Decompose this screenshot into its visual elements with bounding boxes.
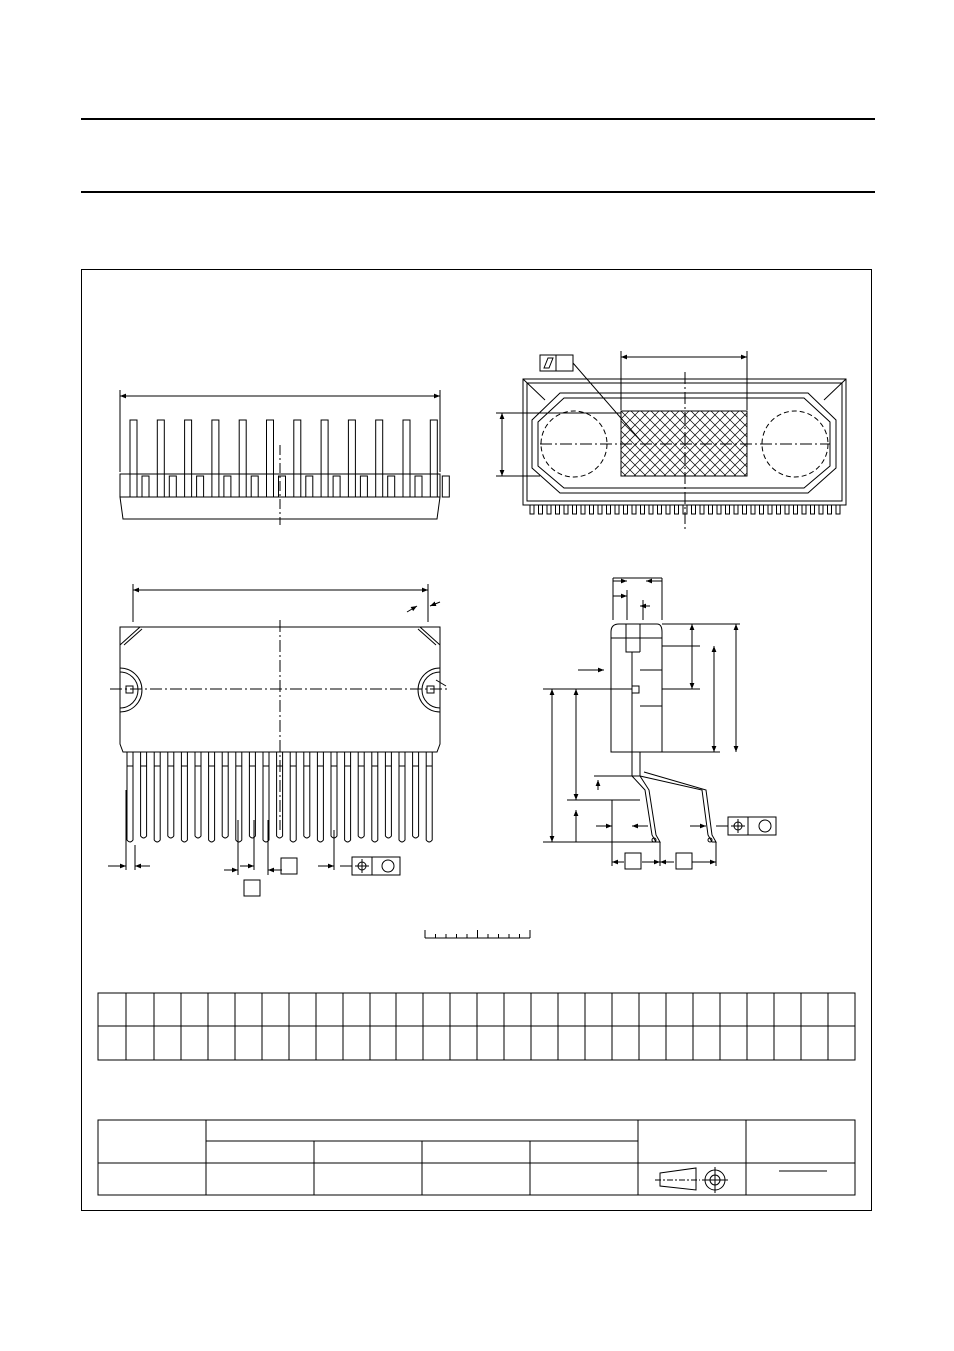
- first-angle-projection-icon: [655, 1167, 728, 1193]
